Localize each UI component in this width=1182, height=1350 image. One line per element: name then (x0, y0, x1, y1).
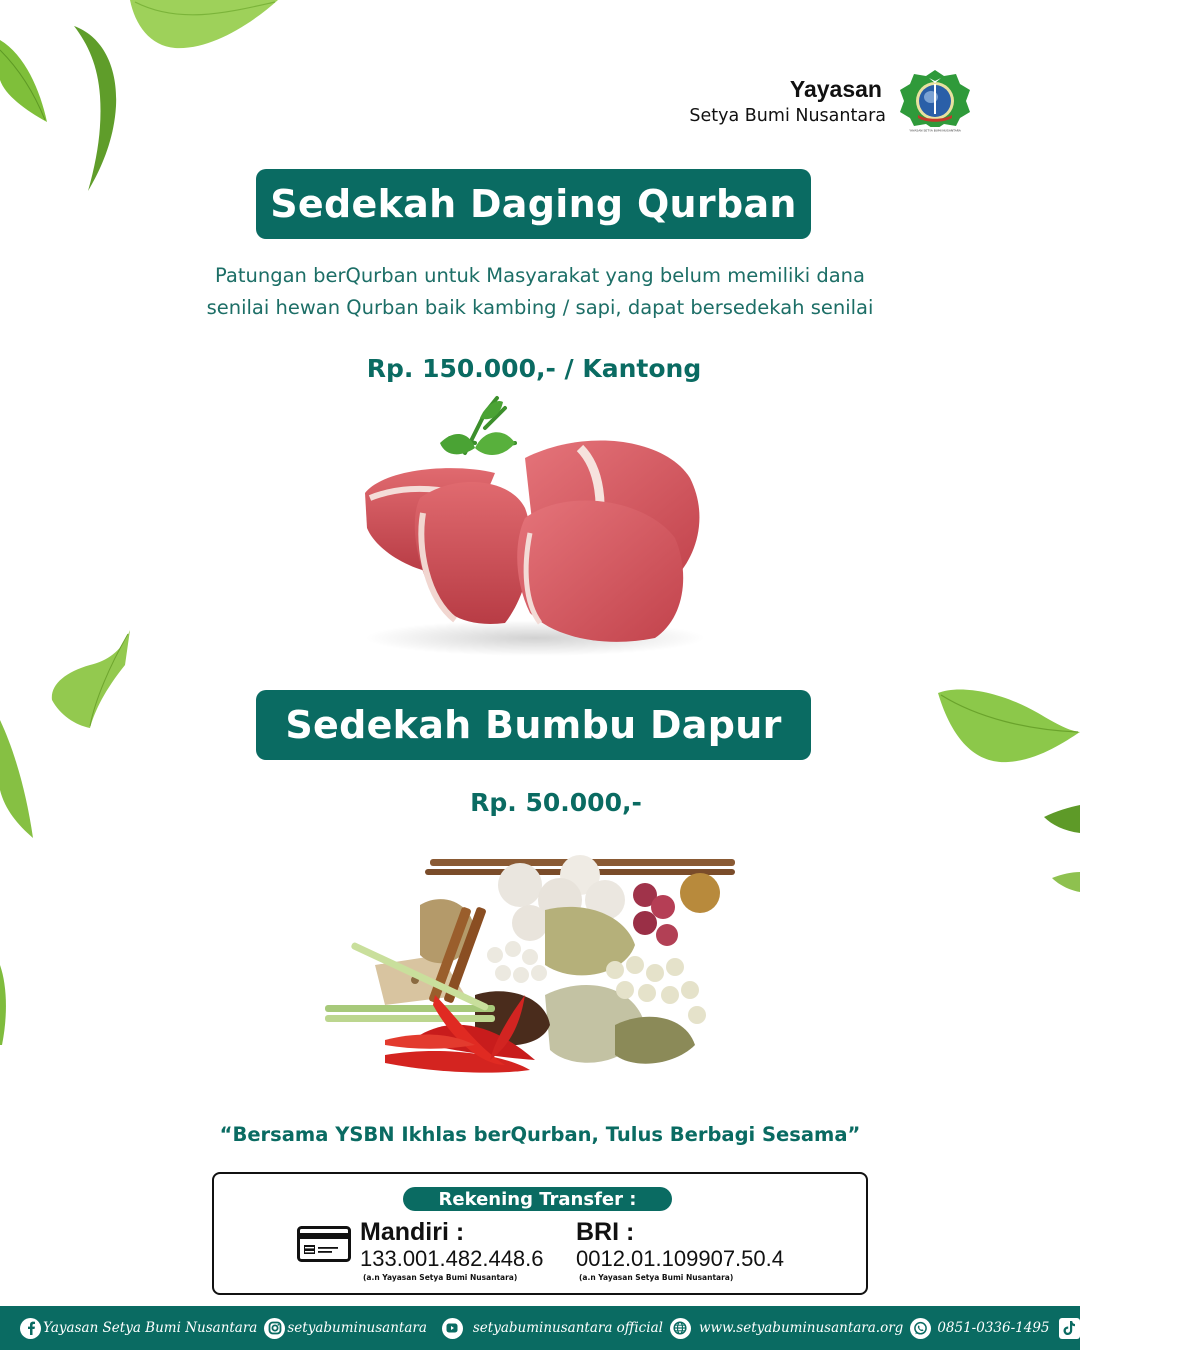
tiktok-icon (1059, 1318, 1080, 1339)
tiktok-text: @ysbn_official (1083, 1320, 1182, 1336)
spice-price: Rp. 50.000,- (470, 788, 642, 817)
footer-youtube-link[interactable] (442, 1318, 663, 1339)
footer-facebook-link[interactable] (20, 1318, 257, 1339)
svg-text:YAYASAN SETYA BUMI NUSANTARA: YAYASAN SETYA BUMI NUSANTARA (909, 128, 961, 133)
org-name: Yayasan (789, 76, 882, 102)
footer-website-link[interactable] (670, 1318, 903, 1339)
whatsapp-icon (910, 1318, 931, 1339)
bank-bri (576, 1218, 784, 1284)
globe-icon (670, 1318, 691, 1339)
bank-transfer-box (212, 1172, 868, 1295)
leaf-decoration-top-center (130, 0, 280, 52)
bank-account-number[interactable]: 0012.01.109907.50.4 (576, 1246, 784, 1271)
meat-section-title: Sedekah Daging Qurban (256, 169, 811, 239)
leaf-decoration-top-left (0, 40, 50, 125)
meat-price: Rp. 150.000,- / Kantong (366, 354, 702, 383)
whatsapp-text: 0851-0336-1495 (937, 1320, 1050, 1336)
bank-name: BRI : (576, 1218, 635, 1246)
tagline-quote: “Bersama YSBN Ikhlas berQurban, Tulus Berbagi Sesama” (219, 1123, 861, 1146)
spices-image (325, 845, 737, 1085)
bank-name: Mandiri : (360, 1218, 465, 1246)
facebook-icon (20, 1318, 41, 1339)
credit-card-icon (297, 1226, 351, 1262)
footer-instagram-link[interactable] (264, 1318, 427, 1339)
org-subtitle: Setya Bumi Nusantara (689, 106, 886, 126)
leaf-decoration-bottom-left-edge (0, 965, 8, 1045)
leaf-decoration-mid-left-small (50, 630, 132, 730)
leaf-decoration-top-curved (72, 26, 120, 192)
instagram-text: setyabuminusantara (287, 1320, 427, 1336)
footer-whatsapp-link[interactable] (910, 1318, 1049, 1339)
social-footer (0, 1306, 1182, 1350)
spice-section-title: Sedekah Bumbu Dapur (256, 690, 811, 760)
youtube-text: setyabuminusantara official (472, 1320, 663, 1336)
footer-tiktok-link[interactable] (1059, 1318, 1182, 1339)
meat-image (345, 388, 710, 663)
description-line-1: Patungan berQurban untuk Masyarakat yang belum memiliki dana (215, 264, 865, 287)
instagram-icon (264, 1318, 285, 1339)
facebook-text: Yayasan Setya Bumi Nusantara (43, 1320, 258, 1336)
youtube-icon (442, 1318, 463, 1339)
website-text: www.setyabuminusantara.org (698, 1320, 904, 1336)
transfer-label: Rekening Transfer : (403, 1187, 672, 1211)
account-holder: (a.n Yayasan Setya Bumi Nusantara) (363, 1273, 518, 1282)
foundation-logo-icon (898, 68, 972, 134)
account-holder: (a.n Yayasan Setya Bumi Nusantara) (579, 1273, 734, 1282)
meat-section-description (140, 260, 940, 324)
bank-mandiri (360, 1218, 544, 1284)
bank-account-number[interactable]: 133.001.482.448.6 (360, 1246, 544, 1271)
leaf-decoration-mid-left-edge (0, 720, 34, 840)
leaf-decoration-mid-right (938, 688, 1080, 764)
description-line-2: senilai hewan Qurban baik kambing / sapi, dapat bersedekah senilai (206, 296, 874, 319)
organization-header (689, 68, 972, 134)
leaf-decoration-right-small-2 (1052, 872, 1080, 894)
